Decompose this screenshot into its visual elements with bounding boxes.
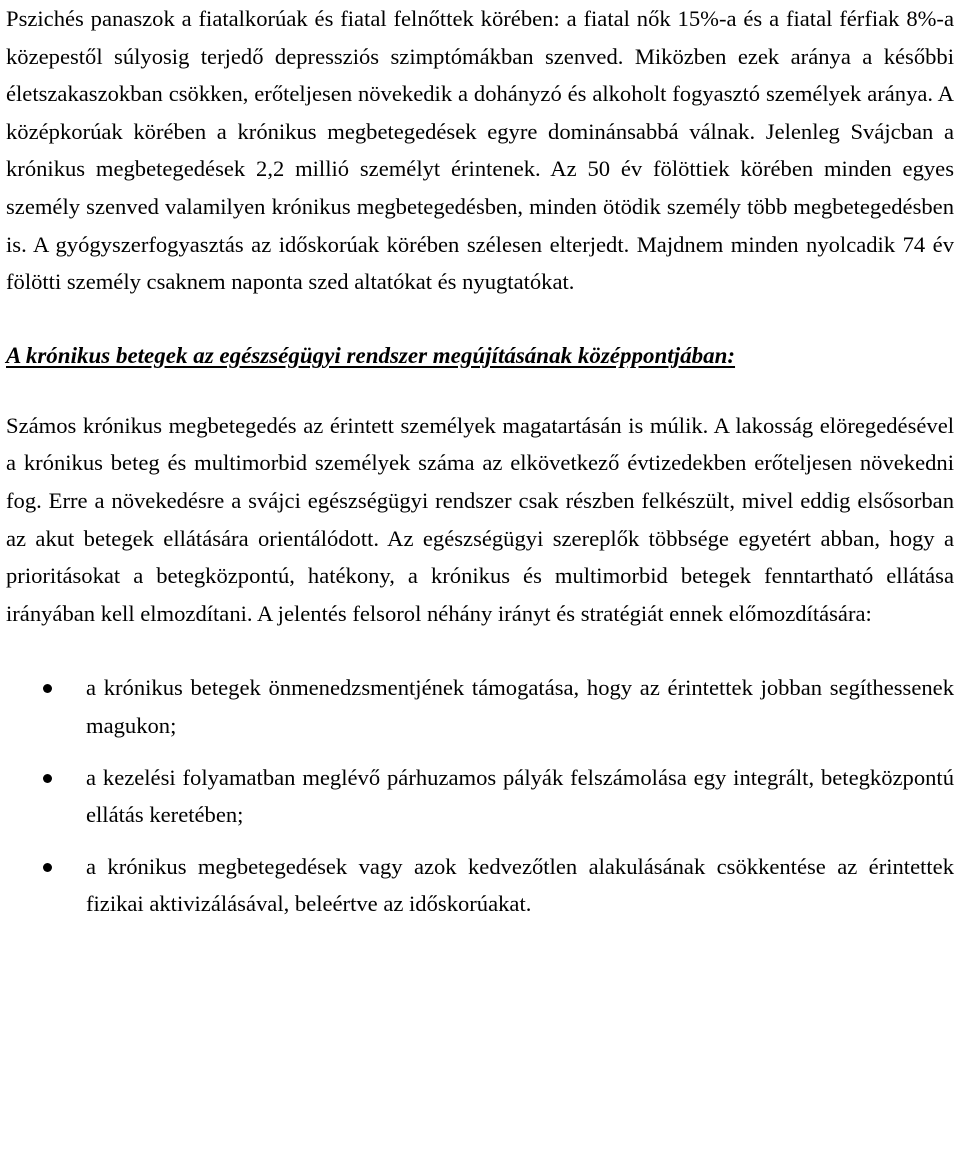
strategy-list [6,669,954,923]
bullet-icon [43,684,52,693]
section-heading: A krónikus betegek az egészségügyi rendszer megújításának középpontjában: [6,342,736,368]
list-item [6,848,954,923]
bullet-icon [43,774,52,783]
list-item [6,669,954,744]
body-paragraph: Számos krónikus megbetegedés az érintett személyek magatartásán is múlik. A lakosság elöregedésével a krónikus beteg és multimorbid személyek száma az elkövetkező évtizedekben erőteljesen növekedni fog. Erre a növekedésre a svájci egészségügyi rendszer csak részben felkészült, mivel eddig elsősorban az akut betegek ellátására orientálódott. Az egészségügyi szereplők többsége egyetért abban, hogy a prioritásokat a betegközpontú, hatékony, a krónikus és multimorbid betegek fenntartható ellátása irányában kell elmozdítani. A jelentés felsorol néhány irányt és stratégiát ennek előmozdítására: [6,412,954,626]
intro-paragraph: Pszichés panaszok a fiatalkorúak és fiatal felnőttek körében: a fiatal nők 15%-a és a fiatal férfiak 8%-a közepestől súlyosig terjedő depressziós szimptómákban szenved. Miközben ezek aránya a későbbi életszakaszokban csökken, erőteljesen növekedik a dohányzó és alkoholt fogyasztó személyek aránya. A középkorúak körében a krónikus megbetegedések egyre dominánsabbá válnak. Jelenleg Svájcban a krónikus megbetegedések 2,2 millió személyt érintenek. Az 50 év fölöttiek körében minden egyes személy szenved valamilyen krónikus megbetegedésben, minden ötödik személy több megbetegedésben is. A gyógyszerfogyasztás az időskorúak körében szélesen elterjedt. Majdnem minden nyolcadik 74 év fölötti személy csaknem naponta szed altatókat és nyugtatókat. [6,6,954,295]
list-item-text: a krónikus megbetegedések vagy azok kedvezőtlen alakulásának csökkentése az érintettek fizikai aktivizálásával, beleértve az időskorúakat. [86,853,954,917]
list-item [6,759,954,834]
list-item-text: a kezelési folyamatban meglévő párhuzamos pályák felszámolása egy integrált, betegközpontú ellátás keretében; [86,764,954,828]
bullet-icon [43,863,52,872]
list-item-text: a krónikus betegek önmenedzsmentjének támogatása, hogy az érintettek jobban segíthessenek magukon; [86,675,954,738]
